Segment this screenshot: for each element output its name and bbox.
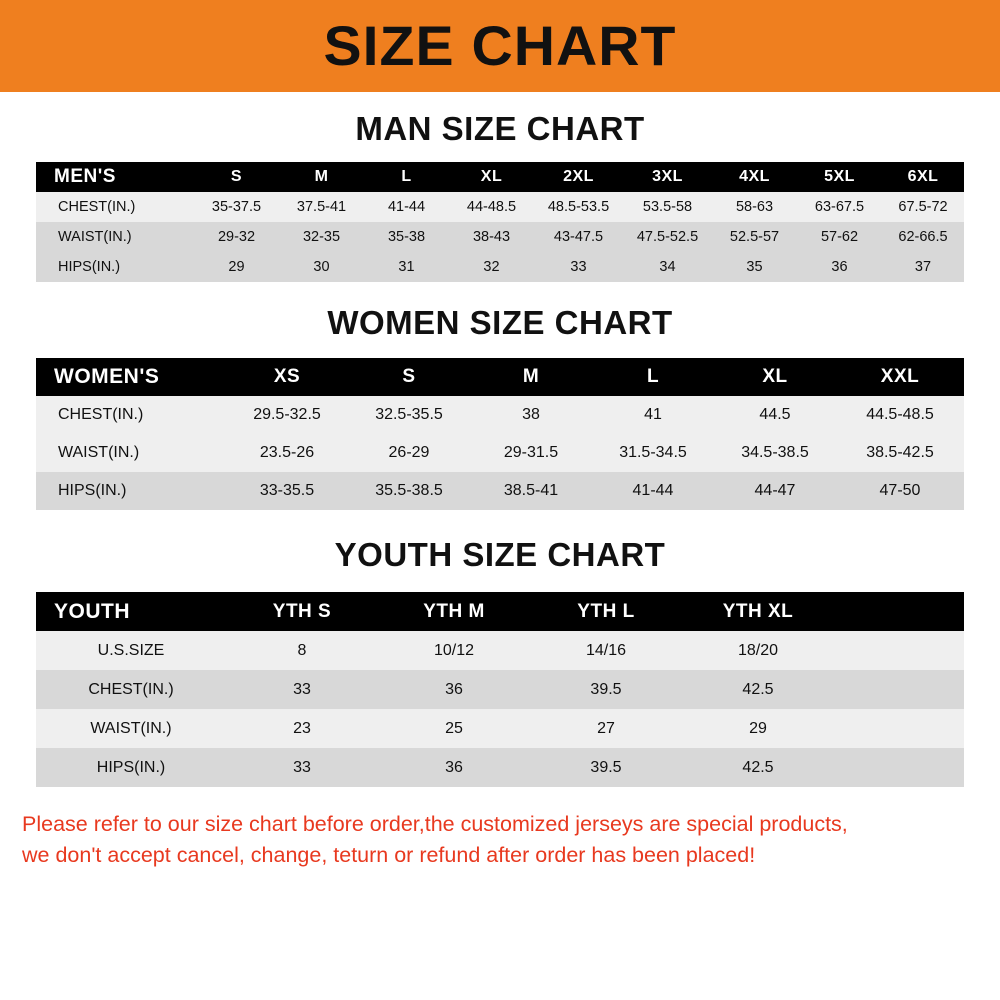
women-cell: 29.5-32.5 bbox=[253, 406, 321, 423]
youth-row-label: WAIST(IN.) bbox=[90, 719, 172, 737]
men-header-cell: S bbox=[230, 168, 243, 185]
women-row-label: CHEST(IN.) bbox=[58, 406, 144, 423]
youth-cell: 14/16 bbox=[585, 641, 627, 659]
youth-cell: 10/12 bbox=[433, 641, 475, 659]
women-cell: 41-44 bbox=[632, 482, 674, 499]
table-row bbox=[36, 192, 964, 222]
men-header-cell: 2XL bbox=[563, 168, 594, 185]
women-row-label: HIPS(IN.) bbox=[58, 482, 127, 499]
men-header-cell: 5XL bbox=[824, 168, 855, 185]
women-cell: 35.5-38.5 bbox=[375, 482, 443, 499]
men-cell: 52.5-57 bbox=[729, 229, 780, 245]
women-header-cell: XXL bbox=[880, 366, 920, 387]
men-cell: 35-37.5 bbox=[211, 199, 262, 215]
men-cell: 31 bbox=[398, 259, 415, 275]
men-cell: 30 bbox=[313, 259, 330, 275]
men-cell: 53.5-58 bbox=[642, 199, 693, 215]
men-cell: 32 bbox=[483, 259, 500, 275]
youth-table-wrap bbox=[0, 592, 1000, 787]
women-header-row bbox=[36, 358, 964, 396]
youth-header-cell: YTH M bbox=[423, 600, 485, 622]
youth-section-title: YOUTH SIZE CHART bbox=[334, 536, 666, 573]
men-cell: 29-32 bbox=[217, 229, 256, 245]
youth-cell-spacer bbox=[834, 631, 964, 670]
youth-header-spacer bbox=[834, 592, 964, 631]
youth-header-row bbox=[36, 592, 964, 631]
women-header-cell: M bbox=[522, 366, 540, 387]
table-row bbox=[36, 252, 964, 282]
women-header-cell: L bbox=[646, 366, 660, 387]
youth-cell: 33 bbox=[293, 758, 311, 776]
men-cell: 35 bbox=[746, 259, 763, 275]
women-cell: 44.5 bbox=[759, 406, 791, 423]
footer-note bbox=[0, 787, 1000, 871]
table-row bbox=[36, 670, 964, 709]
men-cell: 58-63 bbox=[735, 199, 774, 215]
men-header-row bbox=[36, 162, 964, 192]
women-header-cell: XS bbox=[273, 366, 301, 387]
women-size-table bbox=[36, 358, 964, 510]
women-cell: 41 bbox=[644, 406, 662, 423]
men-cell: 43-47.5 bbox=[553, 229, 604, 245]
table-row bbox=[36, 222, 964, 252]
women-cell: 32.5-35.5 bbox=[375, 406, 443, 423]
youth-row-label: U.S.SIZE bbox=[97, 641, 165, 659]
men-header-cell: 4XL bbox=[739, 168, 770, 185]
men-header-cell: MEN'S bbox=[54, 166, 116, 187]
youth-cell: 42.5 bbox=[742, 758, 774, 776]
women-cell: 38 bbox=[522, 406, 540, 423]
page-title: SIZE CHART bbox=[323, 14, 677, 77]
youth-cell: 36 bbox=[445, 680, 463, 698]
men-table-wrap bbox=[0, 162, 1000, 282]
men-cell: 67.5-72 bbox=[898, 199, 948, 215]
women-cell: 23.5-26 bbox=[259, 444, 315, 461]
men-cell: 47.5-52.5 bbox=[636, 229, 699, 245]
table-row bbox=[36, 472, 964, 510]
youth-header-cell: YTH S bbox=[272, 600, 332, 622]
men-cell: 62-66.5 bbox=[898, 229, 948, 245]
men-header-cell: L bbox=[401, 168, 412, 185]
men-cell: 44-48.5 bbox=[466, 199, 517, 215]
women-row-label: WAIST(IN.) bbox=[58, 444, 140, 461]
men-cell: 38-43 bbox=[472, 229, 511, 245]
youth-cell-spacer bbox=[834, 670, 964, 709]
women-cell: 44.5-48.5 bbox=[866, 406, 934, 423]
youth-cell: 27 bbox=[597, 719, 615, 737]
youth-header-cell: YOUTH bbox=[54, 599, 130, 623]
women-cell: 29-31.5 bbox=[503, 444, 559, 461]
youth-size-table bbox=[36, 592, 964, 787]
men-row-label: WAIST(IN.) bbox=[58, 229, 132, 245]
youth-cell: 29 bbox=[749, 719, 767, 737]
footer-note-line-1: Please refer to our size chart before order,the customized jerseys are special products, bbox=[22, 812, 848, 836]
youth-cell: 36 bbox=[445, 758, 463, 776]
men-header-cell: 3XL bbox=[652, 168, 683, 185]
men-cell: 34 bbox=[659, 259, 676, 275]
women-header-cell: XL bbox=[762, 366, 788, 387]
header-banner bbox=[0, 0, 1000, 92]
men-cell: 48.5-53.5 bbox=[547, 199, 610, 215]
youth-row-label: HIPS(IN.) bbox=[96, 758, 166, 776]
men-header-cell: XL bbox=[480, 168, 503, 185]
men-cell: 33 bbox=[570, 259, 587, 275]
youth-row-label: CHEST(IN.) bbox=[88, 680, 174, 698]
women-cell: 44-47 bbox=[754, 482, 796, 499]
men-cell: 32-35 bbox=[302, 229, 341, 245]
youth-cell: 18/20 bbox=[737, 641, 779, 659]
women-cell: 47-50 bbox=[879, 482, 921, 499]
footer-note-line-2: we don't accept cancel, change, teturn or refund after order has been placed! bbox=[22, 843, 756, 868]
youth-cell-spacer bbox=[834, 709, 964, 748]
men-section-title: MAN SIZE CHART bbox=[355, 110, 645, 147]
women-header-cell: WOMEN'S bbox=[54, 365, 160, 388]
youth-cell-spacer bbox=[834, 748, 964, 787]
men-cell: 63-67.5 bbox=[814, 199, 865, 215]
youth-cell: 33 bbox=[293, 680, 311, 698]
men-cell: 37 bbox=[914, 259, 932, 275]
table-row bbox=[36, 748, 964, 787]
women-cell: 26-29 bbox=[388, 444, 430, 461]
men-header-cell: 6XL bbox=[907, 168, 939, 185]
men-cell: 37.5-41 bbox=[296, 199, 347, 215]
women-header-cell: S bbox=[402, 366, 416, 387]
youth-cell: 39.5 bbox=[590, 680, 622, 698]
men-cell: 35-38 bbox=[387, 229, 426, 245]
youth-header-cell: YTH L bbox=[577, 600, 635, 622]
women-section-title: WOMEN SIZE CHART bbox=[327, 304, 673, 341]
men-cell: 57-62 bbox=[820, 229, 859, 245]
men-row-label: CHEST(IN.) bbox=[58, 199, 136, 215]
men-row-label: HIPS(IN.) bbox=[58, 259, 121, 275]
women-cell: 31.5-34.5 bbox=[619, 444, 687, 461]
men-cell: 41-44 bbox=[387, 199, 426, 215]
table-row bbox=[36, 396, 964, 434]
youth-cell: 42.5 bbox=[742, 680, 774, 698]
men-cell: 29 bbox=[228, 259, 245, 275]
table-row bbox=[36, 709, 964, 748]
women-cell: 38.5-42.5 bbox=[866, 444, 934, 461]
men-size-table bbox=[36, 162, 964, 282]
women-cell: 38.5-41 bbox=[503, 482, 559, 499]
table-row bbox=[36, 631, 964, 670]
women-table-wrap bbox=[0, 358, 1000, 510]
men-header-cell: M bbox=[314, 168, 329, 185]
women-cell: 33-35.5 bbox=[259, 482, 315, 499]
youth-cell: 23 bbox=[293, 719, 311, 737]
youth-header-cell: YTH XL bbox=[722, 600, 794, 622]
youth-cell: 8 bbox=[297, 641, 307, 659]
men-cell: 36 bbox=[831, 259, 848, 275]
table-row bbox=[36, 434, 964, 472]
youth-cell: 25 bbox=[445, 719, 463, 737]
women-cell: 34.5-38.5 bbox=[741, 444, 809, 461]
youth-cell: 39.5 bbox=[590, 758, 622, 776]
